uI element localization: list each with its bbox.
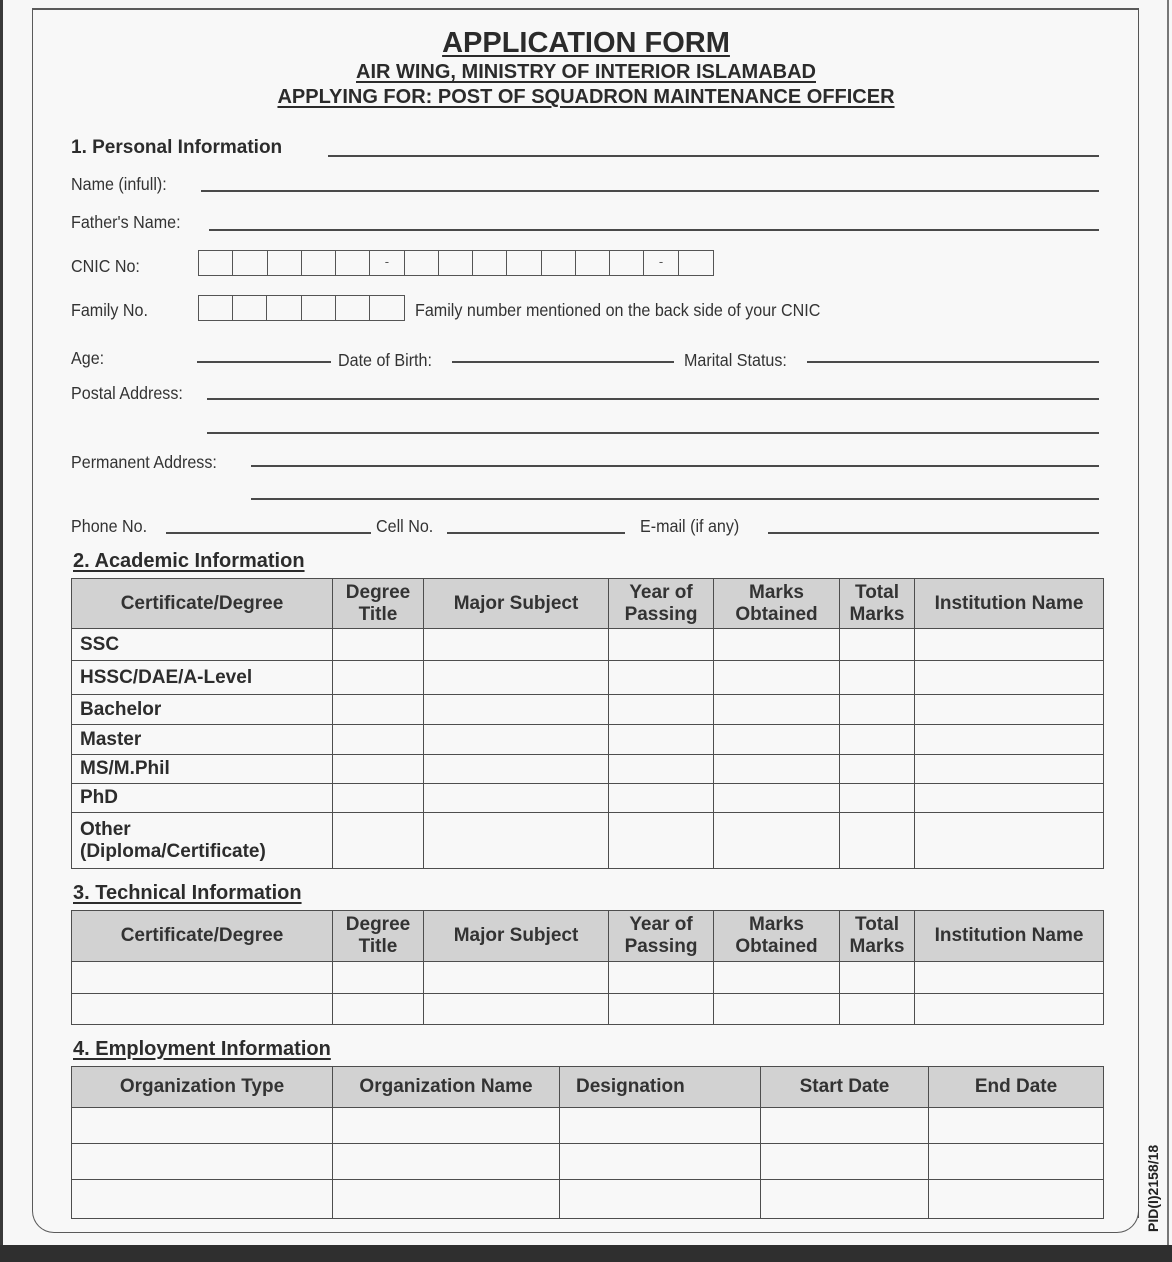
permanent-address-label: Permanent Address: <box>71 452 217 472</box>
table-row <box>72 629 1104 661</box>
row-label: SSC <box>72 629 333 661</box>
cell[interactable] <box>929 1144 1104 1180</box>
phone-label: Phone No. <box>71 516 148 536</box>
cell[interactable] <box>761 1108 929 1144</box>
age-field[interactable] <box>197 361 331 363</box>
cell[interactable] <box>840 629 915 661</box>
cell[interactable] <box>609 813 714 869</box>
technical-table <box>71 910 1104 1025</box>
cell[interactable] <box>333 695 424 725</box>
cell[interactable] <box>333 994 424 1025</box>
header-total-marks: Total Marks <box>840 911 915 962</box>
email-field[interactable] <box>768 532 1099 534</box>
section-academic-title: 2. Academic Information <box>73 550 305 572</box>
technical-header-row <box>72 911 1104 962</box>
cell[interactable] <box>72 1144 333 1180</box>
table-row <box>72 695 1104 725</box>
cell[interactable] <box>424 661 609 695</box>
cell[interactable] <box>609 784 714 813</box>
table-row <box>72 1108 1104 1144</box>
cell[interactable] <box>915 755 1104 784</box>
header-certificate-degree: Certificate/Degree <box>72 579 333 629</box>
cell[interactable] <box>424 962 609 994</box>
header-year-of-passing: Year of Passing <box>609 579 714 629</box>
dob-label: Date of Birth: <box>338 350 432 370</box>
table-row <box>72 1180 1104 1219</box>
header-organization-type: Organization Type <box>72 1067 333 1108</box>
family-no-cell[interactable] <box>199 296 233 320</box>
table-row <box>72 784 1104 813</box>
personal-header-line <box>328 155 1099 157</box>
cell[interactable] <box>333 1144 560 1180</box>
header-institution-name: Institution Name <box>915 579 1104 629</box>
cell[interactable] <box>333 661 424 695</box>
cell[interactable] <box>560 1180 761 1219</box>
cnic-cell[interactable] <box>439 251 473 275</box>
cell[interactable] <box>714 755 840 784</box>
row-label: MS/M.Phil <box>72 755 333 784</box>
cnic-cell[interactable] <box>542 251 576 275</box>
cnic-cell[interactable] <box>268 251 302 275</box>
table-row <box>72 1144 1104 1180</box>
cell[interactable] <box>333 1180 560 1219</box>
cell[interactable] <box>72 994 333 1025</box>
section-employment-title: 4. Employment Information <box>73 1038 331 1060</box>
cnic-cell[interactable] <box>405 251 439 275</box>
postal-address-label: Postal Address: <box>71 383 183 403</box>
cell[interactable] <box>424 994 609 1025</box>
cnic-cell[interactable] <box>473 251 507 275</box>
cell[interactable] <box>72 1180 333 1219</box>
form-title: APPLICATION FORM <box>442 27 730 59</box>
organization-name: AIR WING, MINISTRY OF INTERIOR ISLAMABAD <box>356 61 816 83</box>
cell[interactable] <box>72 1108 333 1144</box>
form-header <box>0 26 1172 110</box>
cnic-cell[interactable] <box>507 251 541 275</box>
table-row <box>72 962 1104 994</box>
section-personal-title: 1. Personal Information <box>71 137 283 158</box>
cnic-cell[interactable] <box>336 251 370 275</box>
row-label: HSSC/DAE/A-Level <box>72 661 333 695</box>
cell[interactable] <box>424 813 609 869</box>
permanent-address-field-1[interactable] <box>251 465 1099 467</box>
cell[interactable] <box>915 725 1104 755</box>
family-no-cell[interactable] <box>302 296 336 320</box>
cell[interactable] <box>333 725 424 755</box>
cell[interactable] <box>915 661 1104 695</box>
header-designation: Designation <box>560 1067 761 1108</box>
cell[interactable] <box>840 755 915 784</box>
header-major-subject: Major Subject <box>424 911 609 962</box>
family-no-cell[interactable] <box>370 296 404 320</box>
cell[interactable] <box>840 962 915 994</box>
table-row <box>72 994 1104 1025</box>
cell[interactable] <box>424 695 609 725</box>
cell[interactable] <box>761 1180 929 1219</box>
cell[interactable] <box>840 695 915 725</box>
table-row <box>72 755 1104 784</box>
family-no-input-boxes[interactable] <box>198 295 405 321</box>
cell-label: Cell No. <box>376 516 434 536</box>
table-row <box>72 725 1104 755</box>
cell[interactable] <box>840 661 915 695</box>
frame-shadow <box>1138 8 1139 1218</box>
cell[interactable] <box>915 629 1104 661</box>
cell[interactable] <box>714 661 840 695</box>
row-label: Bachelor <box>72 695 333 725</box>
table-row <box>72 661 1104 695</box>
page-edge-left <box>0 0 3 1262</box>
academic-table <box>71 578 1104 869</box>
header-organization-name: Organization Name <box>333 1067 560 1108</box>
cnic-cell[interactable] <box>302 251 336 275</box>
cell[interactable] <box>714 994 840 1025</box>
header-marks-obtained: Marks Obtained <box>714 579 840 629</box>
phone-field[interactable] <box>166 532 371 534</box>
name-field[interactable] <box>201 190 1099 192</box>
academic-header-row <box>72 579 1104 629</box>
cell[interactable] <box>333 813 424 869</box>
age-label: Age: <box>71 348 105 368</box>
cell[interactable] <box>560 1144 761 1180</box>
cell[interactable] <box>424 755 609 784</box>
cell[interactable] <box>714 813 840 869</box>
cell[interactable] <box>72 962 333 994</box>
cell[interactable] <box>915 813 1104 869</box>
cell[interactable] <box>714 962 840 994</box>
bottom-bar <box>0 1245 1172 1262</box>
employment-table <box>71 1066 1104 1219</box>
employment-header-row <box>72 1067 1104 1108</box>
row-label: PhD <box>72 784 333 813</box>
cell[interactable] <box>915 695 1104 725</box>
cell[interactable] <box>915 962 1104 994</box>
header-degree-title: Degree Title <box>333 911 424 962</box>
cell[interactable] <box>609 755 714 784</box>
cell[interactable] <box>915 994 1104 1025</box>
family-no-hint: Family number mentioned on the back side of your CNIC <box>415 300 821 320</box>
header-major-subject: Major Subject <box>424 579 609 629</box>
cnic-cell[interactable] <box>233 251 267 275</box>
cell[interactable] <box>609 695 714 725</box>
cell[interactable] <box>761 1144 929 1180</box>
row-label: Other (Diploma/Certificate) <box>72 813 333 869</box>
cnic-separator: - <box>644 251 678 275</box>
cnic-cell[interactable] <box>610 251 644 275</box>
header-certificate-degree: Certificate/Degree <box>72 911 333 962</box>
header-degree-title: Degree Title <box>333 579 424 629</box>
section-technical-title: 3. Technical Information <box>73 882 302 904</box>
dob-field[interactable] <box>452 361 674 363</box>
cell[interactable] <box>609 962 714 994</box>
family-no-cell[interactable] <box>233 296 267 320</box>
cell[interactable] <box>424 784 609 813</box>
header-marks-obtained: Marks Obtained <box>714 911 840 962</box>
cell[interactable] <box>560 1108 761 1144</box>
cnic-cell[interactable] <box>576 251 610 275</box>
marital-status-label: Marital Status: <box>684 350 787 370</box>
cell[interactable] <box>609 994 714 1025</box>
cell[interactable] <box>929 1180 1104 1219</box>
email-label: E-mail (if any) <box>640 516 740 536</box>
cnic-cell[interactable] <box>679 251 713 275</box>
cell[interactable] <box>714 629 840 661</box>
family-no-cell[interactable] <box>267 296 301 320</box>
cell[interactable] <box>929 1108 1104 1144</box>
cell[interactable] <box>840 813 915 869</box>
cell[interactable] <box>333 784 424 813</box>
cell[interactable] <box>609 629 714 661</box>
cell[interactable] <box>840 784 915 813</box>
family-no-label: Family No. <box>71 300 148 320</box>
header-institution-name: Institution Name <box>915 911 1104 962</box>
row-label: Master <box>72 725 333 755</box>
header-start-date: Start Date <box>761 1067 929 1108</box>
cell[interactable] <box>333 755 424 784</box>
cell[interactable] <box>424 725 609 755</box>
cell[interactable] <box>714 695 840 725</box>
name-label: Name (infull): <box>71 174 167 194</box>
marital-status-field[interactable] <box>807 361 1099 363</box>
father-name-label: Father's Name: <box>71 212 181 232</box>
header-total-marks: Total Marks <box>840 579 915 629</box>
father-name-field[interactable] <box>209 229 1099 231</box>
cell[interactable] <box>609 725 714 755</box>
post-applied-for: APPLYING FOR: POST OF SQUADRON MAINTENANCE OFFICER <box>277 86 895 108</box>
header-year-of-passing: Year of Passing <box>609 911 714 962</box>
postal-address-field-2[interactable] <box>207 432 1099 434</box>
page-edge-right <box>1167 0 1169 1245</box>
family-no-cell[interactable] <box>336 296 370 320</box>
cell[interactable] <box>333 962 424 994</box>
cnic-input-boxes[interactable] <box>198 250 714 276</box>
publication-id: PID(I)2158/18 <box>1145 1144 1161 1232</box>
cell[interactable] <box>609 661 714 695</box>
cell[interactable] <box>714 784 840 813</box>
cnic-cell[interactable] <box>199 251 233 275</box>
cnic-separator: - <box>370 251 404 275</box>
cell[interactable] <box>424 629 609 661</box>
cell[interactable] <box>840 994 915 1025</box>
cell[interactable] <box>840 725 915 755</box>
cell-field[interactable] <box>447 532 625 534</box>
cell[interactable] <box>714 725 840 755</box>
cell[interactable] <box>915 784 1104 813</box>
cell[interactable] <box>333 1108 560 1144</box>
cnic-label: CNIC No: <box>71 256 140 276</box>
postal-address-field-1[interactable] <box>207 398 1099 400</box>
cell[interactable] <box>333 629 424 661</box>
permanent-address-field-2[interactable] <box>251 498 1099 500</box>
header-end-date: End Date <box>929 1067 1104 1108</box>
table-row <box>72 813 1104 869</box>
